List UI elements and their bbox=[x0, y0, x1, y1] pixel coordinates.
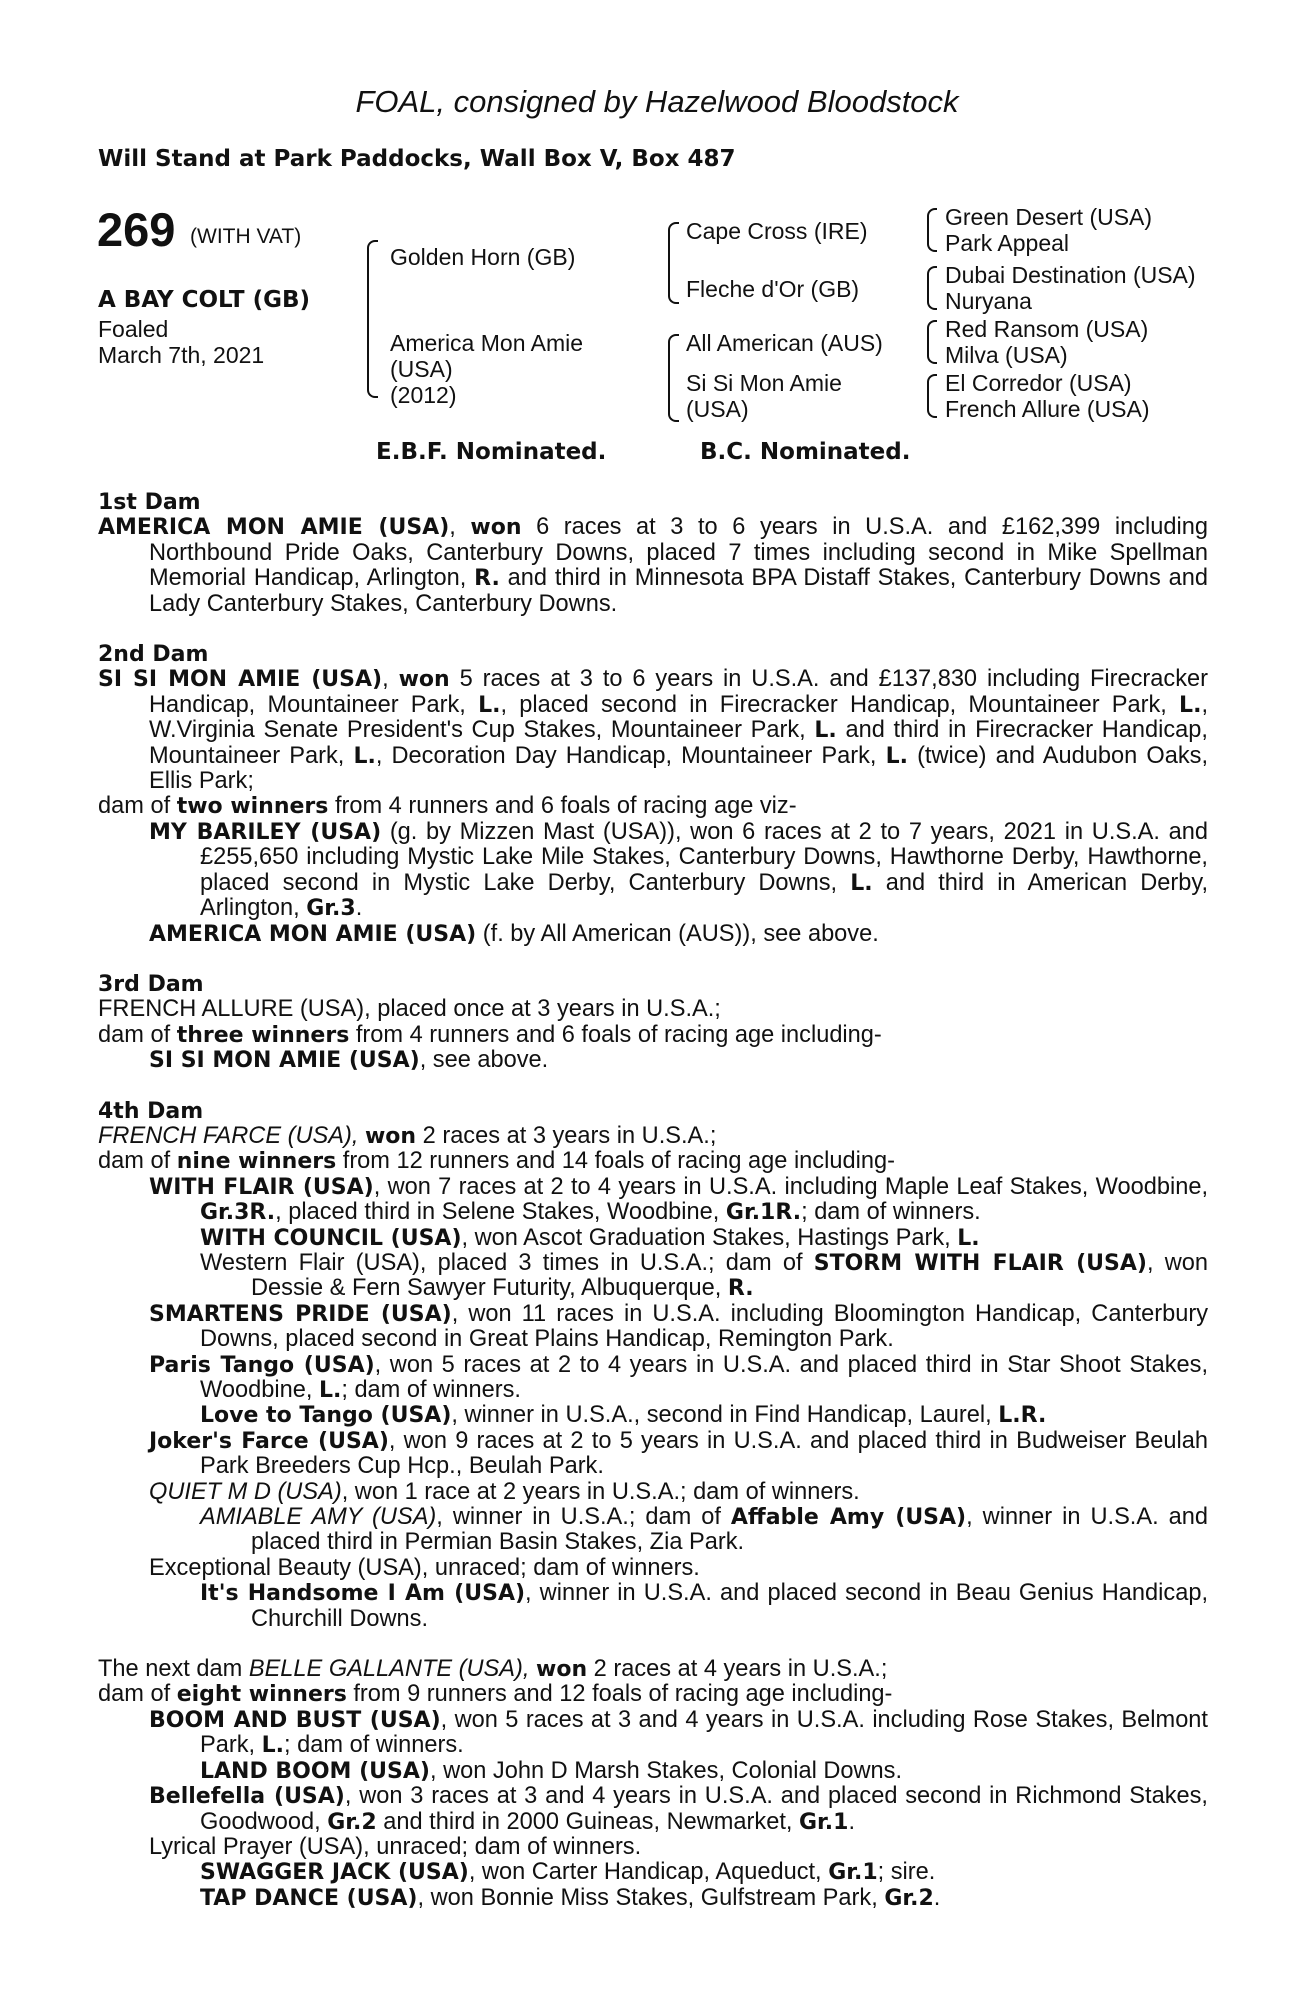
pedigree-dam-year: (2012) bbox=[390, 382, 457, 408]
pedigree-brace-parents bbox=[367, 240, 378, 398]
pedigree-dam-dam: Si Si Mon Amie bbox=[686, 370, 842, 396]
pedigree-sire: Golden Horn (GB) bbox=[390, 244, 576, 270]
pedigree-ggsire-1: Green Desert (USA) bbox=[945, 204, 1153, 230]
pedigree-brace-sire bbox=[668, 222, 679, 304]
pedigree-brace-g1 bbox=[927, 208, 937, 252]
fourth-dam-heading: 4th Dam bbox=[98, 1098, 204, 1124]
bc-nomination: B.C. Nominated. bbox=[700, 439, 911, 465]
pedigree-sire-sire: Cape Cross (IRE) bbox=[686, 218, 868, 244]
third-dam-record: FRENCH ALLURE (USA), placed once at 3 years in U.S.A.; bbox=[98, 996, 721, 1023]
produce-si-si-mon-amie: SI SI MON AMIE (USA), see above. bbox=[149, 1047, 549, 1074]
next-dam-record: The next dam BELLE GALLANTE (USA), won 2 races at 4 years in U.S.A.; bbox=[98, 1656, 888, 1683]
produce-western-flair: Western Flair (USA), placed 3 times in U.S.A.; dam of STORM WITH FLAIR (USA), won Dessie & Fern Sawyer Futurity, Albuquerque, R. bbox=[200, 1249, 1208, 1302]
produce-amiable-amy: AMIABLE AMY (USA), winner in U.S.A.; dam of Affable Amy (USA), winner in U.S.A. and placed third in Permian Basin Stakes, Zia Park. bbox=[200, 1504, 1209, 1556]
produce-america-mon-amie: AMERICA MON AMIE (USA) (f. by All American (AUS)), see above. bbox=[149, 920, 879, 947]
pedigree-ggdam-2: Nuryana bbox=[945, 288, 1032, 314]
pedigree-brace-g4 bbox=[927, 374, 937, 418]
stand-location: Will Stand at Park Paddocks, Wall Box V, Box 487 bbox=[98, 146, 736, 172]
pedigree-ggsire-2: Dubai Destination (USA) bbox=[945, 262, 1196, 288]
produce-bellefella: Bellefella (USA), won 3 races at 3 and 4 years in U.S.A. and placed second in Richmond Stakes, Goodwood, Gr.2 and third in 2000 Guineas, Newmarket, Gr.1. bbox=[149, 1783, 1208, 1835]
third-dam-produce: dam of three winners from 4 runners and 6 foals of racing age including- bbox=[98, 1021, 882, 1048]
second-dam-heading: 2nd Dam bbox=[98, 642, 209, 668]
pedigree-ggsire-3: Red Ransom (USA) bbox=[945, 316, 1149, 342]
foaled-date: March 7th, 2021 bbox=[98, 342, 265, 368]
pedigree-brace-g3 bbox=[927, 320, 937, 364]
produce-paris-tango: Paris Tango (USA), won 5 races at 2 to 4 years in U.S.A. and placed third in Star Shoot Stakes, Woodbine, L.; dam of winners. bbox=[149, 1351, 1208, 1403]
produce-love-to-tango: Love to Tango (USA), winner in U.S.A., second in Find Handicap, Laurel, L.R. bbox=[200, 1402, 1047, 1429]
pedigree-brace-g2 bbox=[927, 266, 937, 310]
fourth-dam-record: FRENCH FARCE (USA), won 2 races at 3 years in U.S.A.; bbox=[98, 1122, 717, 1149]
produce-tap-dance: TAP DANCE (USA), won Bonnie Miss Stakes, Gulfstream Park, Gr.2. bbox=[200, 1884, 941, 1911]
lot-number: 269 bbox=[97, 203, 176, 256]
pedigree-dam: America Mon Amie bbox=[390, 330, 584, 356]
pedigree-ggsire-4: El Corredor (USA) bbox=[945, 370, 1132, 396]
produce-jokers-farce: Joker's Farce (USA), won 9 races at 2 to 5 years in U.S.A. and placed third in Budweiser Beulah Park Breeders Cup Hcp., Beulah Park. bbox=[149, 1427, 1208, 1480]
lot-description: A BAY COLT (GB) bbox=[98, 287, 311, 313]
produce-my-bariley: MY BARILEY (USA) (g. by Mizzen Mast (USA)), won 6 races at 2 to 7 years, 2021 in U.S.A. and £255,650 including Mystic Lake Mile Stakes, Canterbury Downs, Hawthorne Derby, Hawthorne, placed second in Mystic Lake Derby, Canterbury Downs, L. and third in American Derby, Arlington, Gr.3. bbox=[149, 818, 1208, 922]
produce-with-council: WITH COUNCIL (USA), won Ascot Graduation Stakes, Hastings Park, L. bbox=[200, 1224, 980, 1251]
pedigree-dam-sire: All American (AUS) bbox=[686, 330, 883, 356]
produce-with-flair: WITH FLAIR (USA), won 7 races at 2 to 4 years in U.S.A. including Maple Leaf Stakes, Woodbine, Gr.3R., placed third in Selene Stakes, Woodbine, Gr.1R.; dam of winners. bbox=[149, 1173, 1208, 1226]
next-dam-produce: dam of eight winners from 9 runners and 12 foals of racing age including- bbox=[98, 1681, 893, 1708]
produce-boom-and-bust: BOOM AND BUST (USA), won 5 races at 3 and 4 years in U.S.A. including Rose Stakes, Belmont Park, L.; dam of winners. bbox=[149, 1706, 1208, 1759]
produce-quiet-m-d: QUIET M D (USA), won 1 race at 2 years in U.S.A.; dam of winners. bbox=[149, 1478, 860, 1505]
first-dam-record: AMERICA MON AMIE (USA), won 6 races at 3 to 6 years in U.S.A. and £162,399 including Northbound Pride Oaks, Canterbury Downs, placed 7 times including second in Mike Spellman Memorial Handicap, Arlington, R. and third in Minnesota BPA Distaff Stakes, Canterbury Downs and Lady Canterbury Stakes, Canterbury Downs. bbox=[98, 514, 1208, 617]
produce-exceptional-beauty: Exceptional Beauty (USA), unraced; dam of winners. bbox=[149, 1554, 700, 1581]
produce-record bbox=[98, 490, 1208, 1911]
pedigree-ggdam-4: French Allure (USA) bbox=[945, 396, 1150, 422]
produce-smartens-pride: SMARTENS PRIDE (USA), won 11 races in U.S.A. including Bloomington Handicap, Canterbury Downs, placed second in Great Plains Handicap, Remington Park. bbox=[149, 1300, 1208, 1353]
first-dam-heading: 1st Dam bbox=[98, 490, 201, 515]
produce-land-boom: LAND BOOM (USA), won John D Marsh Stakes, Colonial Downs. bbox=[200, 1757, 903, 1784]
pedigree-sire-dam: Fleche d'Or (GB) bbox=[686, 276, 860, 302]
catalogue-title: FOAL, consigned by Hazelwood Bloodstock bbox=[355, 84, 959, 119]
foaled-label: Foaled bbox=[98, 316, 169, 342]
second-dam-record: SI SI MON AMIE (USA), won 5 races at 3 to 6 years in U.S.A. and £137,830 including Firecracker Handicap, Mountaineer Park, L., placed second in Firecracker Handicap, Mountaineer Park, L., W.Virginia Senate President's Cup Stakes, Mountaineer Park, L. and third in Firecracker Handicap, Mountaineer Park, L., Decoration Day Handicap, Mountaineer Park, L. (twice) and Audubon Oaks, Ellis Park; bbox=[98, 666, 1208, 795]
pedigree-brace-dam bbox=[668, 334, 679, 422]
third-dam-heading: 3rd Dam bbox=[98, 971, 204, 997]
pedigree-ggdam-3: Milva (USA) bbox=[945, 342, 1068, 368]
second-dam-produce: dam of two winners from 4 runners and 6 foals of racing age viz- bbox=[98, 793, 797, 820]
fourth-dam-produce: dam of nine winners from 12 runners and 14 foals of racing age including- bbox=[98, 1148, 895, 1175]
pedigree-dam-country: (USA) bbox=[390, 356, 453, 382]
vat-note: (WITH VAT) bbox=[190, 225, 302, 248]
pedigree-dam-dam-country: (USA) bbox=[686, 396, 749, 422]
pedigree-ggdam-1: Park Appeal bbox=[945, 230, 1070, 256]
produce-its-handsome-i-am: It's Handsome I Am (USA), winner in U.S.A. and placed second in Beau Genius Handicap, Churchill Downs. bbox=[200, 1580, 1208, 1632]
produce-lyrical-prayer: Lyrical Prayer (USA), unraced; dam of winners. bbox=[149, 1833, 642, 1860]
ebf-nomination: E.B.F. Nominated. bbox=[376, 439, 607, 465]
produce-swagger-jack: SWAGGER JACK (USA), won Carter Handicap, Aqueduct, Gr.1; sire. bbox=[200, 1859, 936, 1886]
